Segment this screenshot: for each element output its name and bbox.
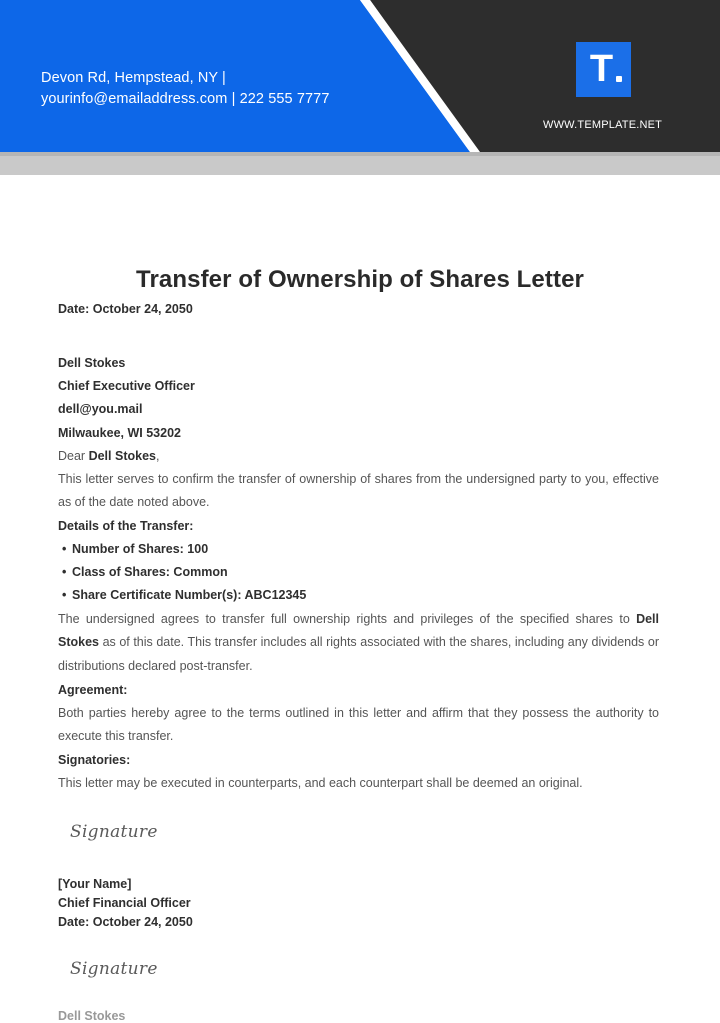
- rights-text-after: as of this date. This transfer includes all rights associated with the shares, including any dividends or distributions declared post-transfer.: [58, 635, 659, 673]
- signatories-heading: Signatories:: [58, 753, 131, 767]
- signer-name: [Your Name]: [58, 877, 132, 891]
- details-heading: Details of the Transfer:: [58, 519, 194, 533]
- website-label: WWW.TEMPLATE.NET: [543, 119, 663, 131]
- rights-recipient-name: Dell Stokes: [58, 612, 659, 650]
- contact-info: [41, 68, 329, 110]
- logo-letter: T: [589, 47, 614, 90]
- recipient-name: Dell Stokes: [58, 356, 126, 370]
- recipient-position: Chief Executive Officer: [58, 379, 195, 393]
- salutation-prefix: Dear: [58, 449, 89, 463]
- second-signature-mark: Signature: [70, 959, 158, 979]
- letterhead-header: [0, 0, 720, 175]
- list-item: • Share Certificate Number(s): ABC12345: [62, 584, 306, 607]
- contact-line: yourinfo@emailaddress.com | 222 555 7777: [41, 91, 330, 107]
- letter-date: Date: October 24, 2050: [58, 302, 193, 316]
- page-title: Transfer of Ownership of Shares Letter: [136, 266, 584, 293]
- details-list: [62, 538, 306, 607]
- template-logo-icon: [576, 42, 631, 97]
- salutation-suffix: ,: [155, 449, 160, 463]
- cut-off-line: [58, 1009, 126, 1023]
- signature-mark: Signature: [70, 822, 158, 842]
- signer-date: Date: October 24, 2050: [58, 915, 193, 929]
- address-line: Devon Rd, Hempstead, NY |: [41, 70, 226, 86]
- signer-position: Chief Financial Officer: [58, 896, 191, 910]
- agreement-heading: Agreement:: [58, 683, 128, 697]
- cut-off-text: Dell Stokes: [58, 1009, 126, 1023]
- intro-paragraph: This letter serves to confirm the transfer of ownership of shares from the undersigned party to you, effective as of the date noted above.: [58, 472, 659, 510]
- salutation-name: Dell Stokes: [88, 449, 156, 463]
- logo-dot: [616, 76, 622, 82]
- signatories-paragraph: This letter may be executed in counterparts, and each counterpart shall be deemed an original.: [58, 776, 583, 790]
- recipient-email: dell@you.mail: [58, 402, 143, 416]
- rights-paragraph: [58, 608, 659, 678]
- list-item: • Class of Shares: Common: [62, 561, 306, 584]
- salutation: [58, 445, 159, 468]
- agreement-paragraph: Both parties hereby agree to the terms outlined in this letter and affirm that they possess the authority to execute this transfer.: [58, 706, 659, 744]
- list-item: • Number of Shares: 100: [62, 538, 306, 561]
- rights-text-before: The undersigned agrees to transfer full ownership rights and privileges of the specified shares to: [58, 612, 637, 626]
- recipient-location: Milwaukee, WI 53202: [58, 426, 181, 440]
